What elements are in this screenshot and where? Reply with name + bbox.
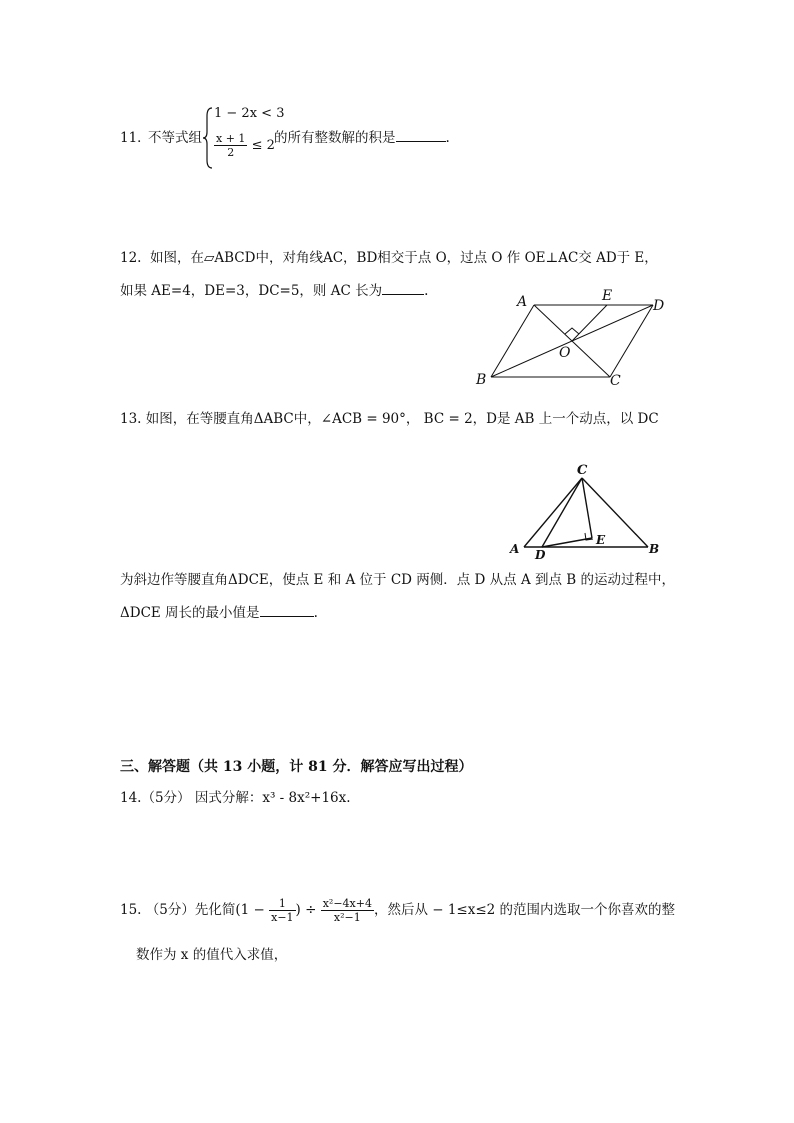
right-angle-mark — [565, 328, 579, 334]
label-o: O — [559, 345, 571, 361]
label-b: B — [649, 542, 660, 556]
q13-line3-wrap — [120, 603, 318, 623]
q11-frac-numerator: x + 1 — [216, 132, 246, 145]
q15-line2: 数作为 x 的值代入求值， — [136, 947, 288, 963]
q15-prefix: 15. （5分）先化简(1 − — [120, 902, 265, 918]
q15-fraction2 — [321, 897, 374, 924]
segment-de — [542, 538, 592, 547]
q13-line1: 13. 如图，在等腰直角ΔABC中，∠ACB = 90°， BC = 2，D是 AB 上一个动点，以 DC — [120, 411, 659, 427]
q15-mid: ) ÷ — [295, 902, 317, 918]
label-a: A — [510, 542, 520, 556]
q15-frac1-denominator: x−1 — [271, 911, 294, 924]
q15-frac2-denominator: x²−1 — [333, 911, 361, 924]
q11-ineq2 — [214, 132, 275, 159]
label-d: D — [535, 548, 546, 560]
q11-frac-denominator: 2 — [227, 146, 235, 159]
section3-heading: 三、解答题（共 13 小题，计 81 分．解答应写出过程） — [120, 759, 473, 775]
q12-parallelogram-figure — [470, 288, 680, 392]
q11-end: . — [445, 130, 450, 146]
q13-end: . — [313, 605, 318, 621]
label-b: B — [476, 372, 487, 388]
label-c: C — [577, 463, 588, 478]
q11-number: 11． — [120, 130, 151, 146]
side-ba — [491, 305, 534, 377]
q15-frac2-numerator: x²−4x+4 — [322, 897, 372, 910]
label-e: E — [596, 533, 606, 547]
q11-le: ≤ 2 — [251, 138, 275, 153]
q12-line1: 如图，在▱ABCD中，对角线AC，BD相交于点 O，过点 O 作 OE⊥AC交 AD于 E， — [150, 250, 658, 266]
side-ac — [524, 478, 582, 547]
q15-frac1-numerator: 1 — [269, 897, 295, 911]
q11-ineq1: 1 − 2x < 3 — [214, 106, 285, 121]
segment-oe — [572, 305, 607, 341]
q11-suffix-text: 的所有整数解的积是 — [274, 130, 396, 146]
q12-number: 12. — [120, 250, 142, 266]
q15-suffix: ，然后从 − 1≤x≤2 的范围内选取一个你喜欢的整 — [373, 902, 676, 918]
q12-answer-blank[interactable] — [382, 282, 424, 295]
side-dc — [610, 305, 653, 377]
q13-line3: ΔDCE 周长的最小值是 — [120, 605, 260, 621]
q13-line2: 为斜边作等腰直角ΔDCE，使点 E 和 A 位于 CD 两侧．点 D 从点 A 到点 B 的运动过程中， — [120, 572, 676, 588]
q11-brace — [202, 106, 214, 170]
q13-answer-blank[interactable] — [260, 604, 314, 617]
q11-prefix: 不等式组 — [148, 130, 202, 146]
label-d: D — [653, 298, 665, 314]
q11-answer-blank[interactable] — [396, 129, 446, 142]
segment-dc — [542, 478, 582, 547]
q11-fraction — [214, 132, 247, 159]
q12-line2-wrap — [120, 281, 428, 301]
label-a: A — [517, 294, 528, 310]
q12-end: . — [424, 283, 429, 299]
q11-suffix — [274, 128, 450, 148]
q13-triangle-figure — [508, 460, 668, 560]
q12-line2: 如果 AE=4，DE=3，DC=5，则 AC 长为 — [120, 283, 383, 299]
label-c: C — [610, 373, 621, 389]
q15-line1 — [120, 897, 675, 923]
label-e: E — [602, 288, 613, 304]
q14-text: 14.（5分） 因式分解：x³ - 8x²+16x. — [120, 790, 351, 806]
q15-fraction1 — [269, 897, 295, 924]
